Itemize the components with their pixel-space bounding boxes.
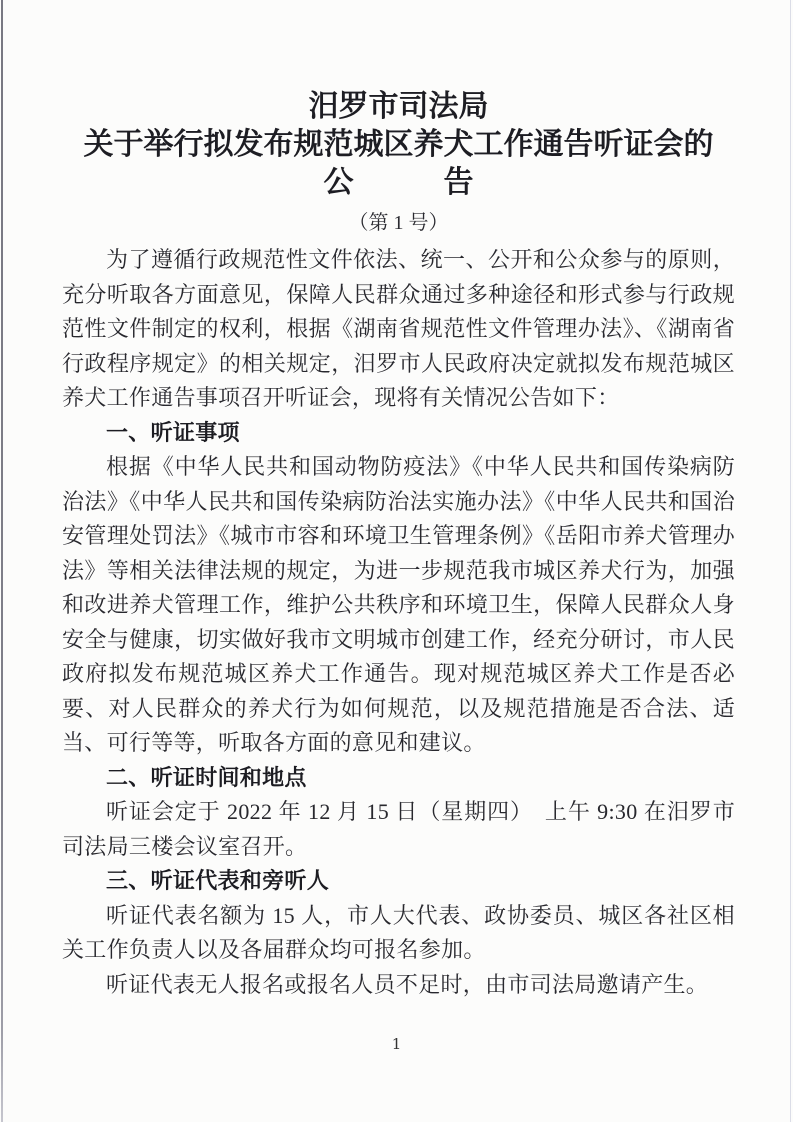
paragraph-section-1: 根据《中华人民共和国动物防疫法》《中华人民共和国传染病防治法》《中华人民共和国传染病防治法实施办法》《中华人民共和国治安管理处罚法》《城市市容和环境卫生管理条例》《岳阳市养犬管理办法》等相关法律法规的规定，为进一步规范我市城区养犬行为，加强和改进养犬管理工作，维护公共秩序和环境卫生，保障人民群众人身安全与健康，切实做好我市文明城市创建工作，经充分研讨，市人民政府拟发布规范城区养犬工作通告。现对规范城区养犬工作是否必要、对人民群众的养犬行为如何规范，以及规范措施是否合法、适当、可行等等，听取各方面的意见和建议。 [62, 454, 735, 755]
doc-title-line: 关于举行拟发布规范城区养犬工作通告听证会的 [83, 128, 714, 161]
issuing-org-title: 汨罗市司法局 [308, 90, 489, 123]
document-content [62, 0, 735, 1002]
scan-edge-right [790, 0, 791, 1122]
doc-title-gonggao: 公 告 [323, 166, 474, 199]
paragraph-section-3a: 听证代表名额为 15 人，市人大代表、政协委员、城区各社区相关工作负责人以及各届群众均可报名参加。 [62, 902, 735, 962]
paragraph-section-3b: 听证代表无人报名或报名人员不足时，由市司法局邀请产生。 [106, 971, 709, 997]
scan-edge-left [1, 0, 3, 1122]
heading-section-2: 二、听证时间和地点 [106, 764, 307, 790]
paragraph-section-2: 听证会定于 2022 年 12 月 15 日（星期四） 上午 9:30 在汨罗市司法局三楼会议室召开。 [62, 799, 735, 859]
heading-section-3: 三、听证代表和旁听人 [106, 868, 330, 893]
doc-number: （第 1 号） [348, 212, 449, 234]
heading-section-1: 一、听证事项 [106, 419, 240, 445]
paragraph-intro: 为了遵循行政规范性文件依法、统一、公开和公众参与的原则，充分听取各方面意见，保障人民群众通过多种途径和形式参与行政规范性文件制定的权利，根据《湖南省规范性文件管理办法》、《湖南省行政程序规定》的相关规定，汨罗市人民政府决定就拟发布规范城区养犬工作通告事项召开听证会，现将有关情况公告如下： [62, 247, 735, 410]
page-number: 1 [391, 1035, 402, 1053]
